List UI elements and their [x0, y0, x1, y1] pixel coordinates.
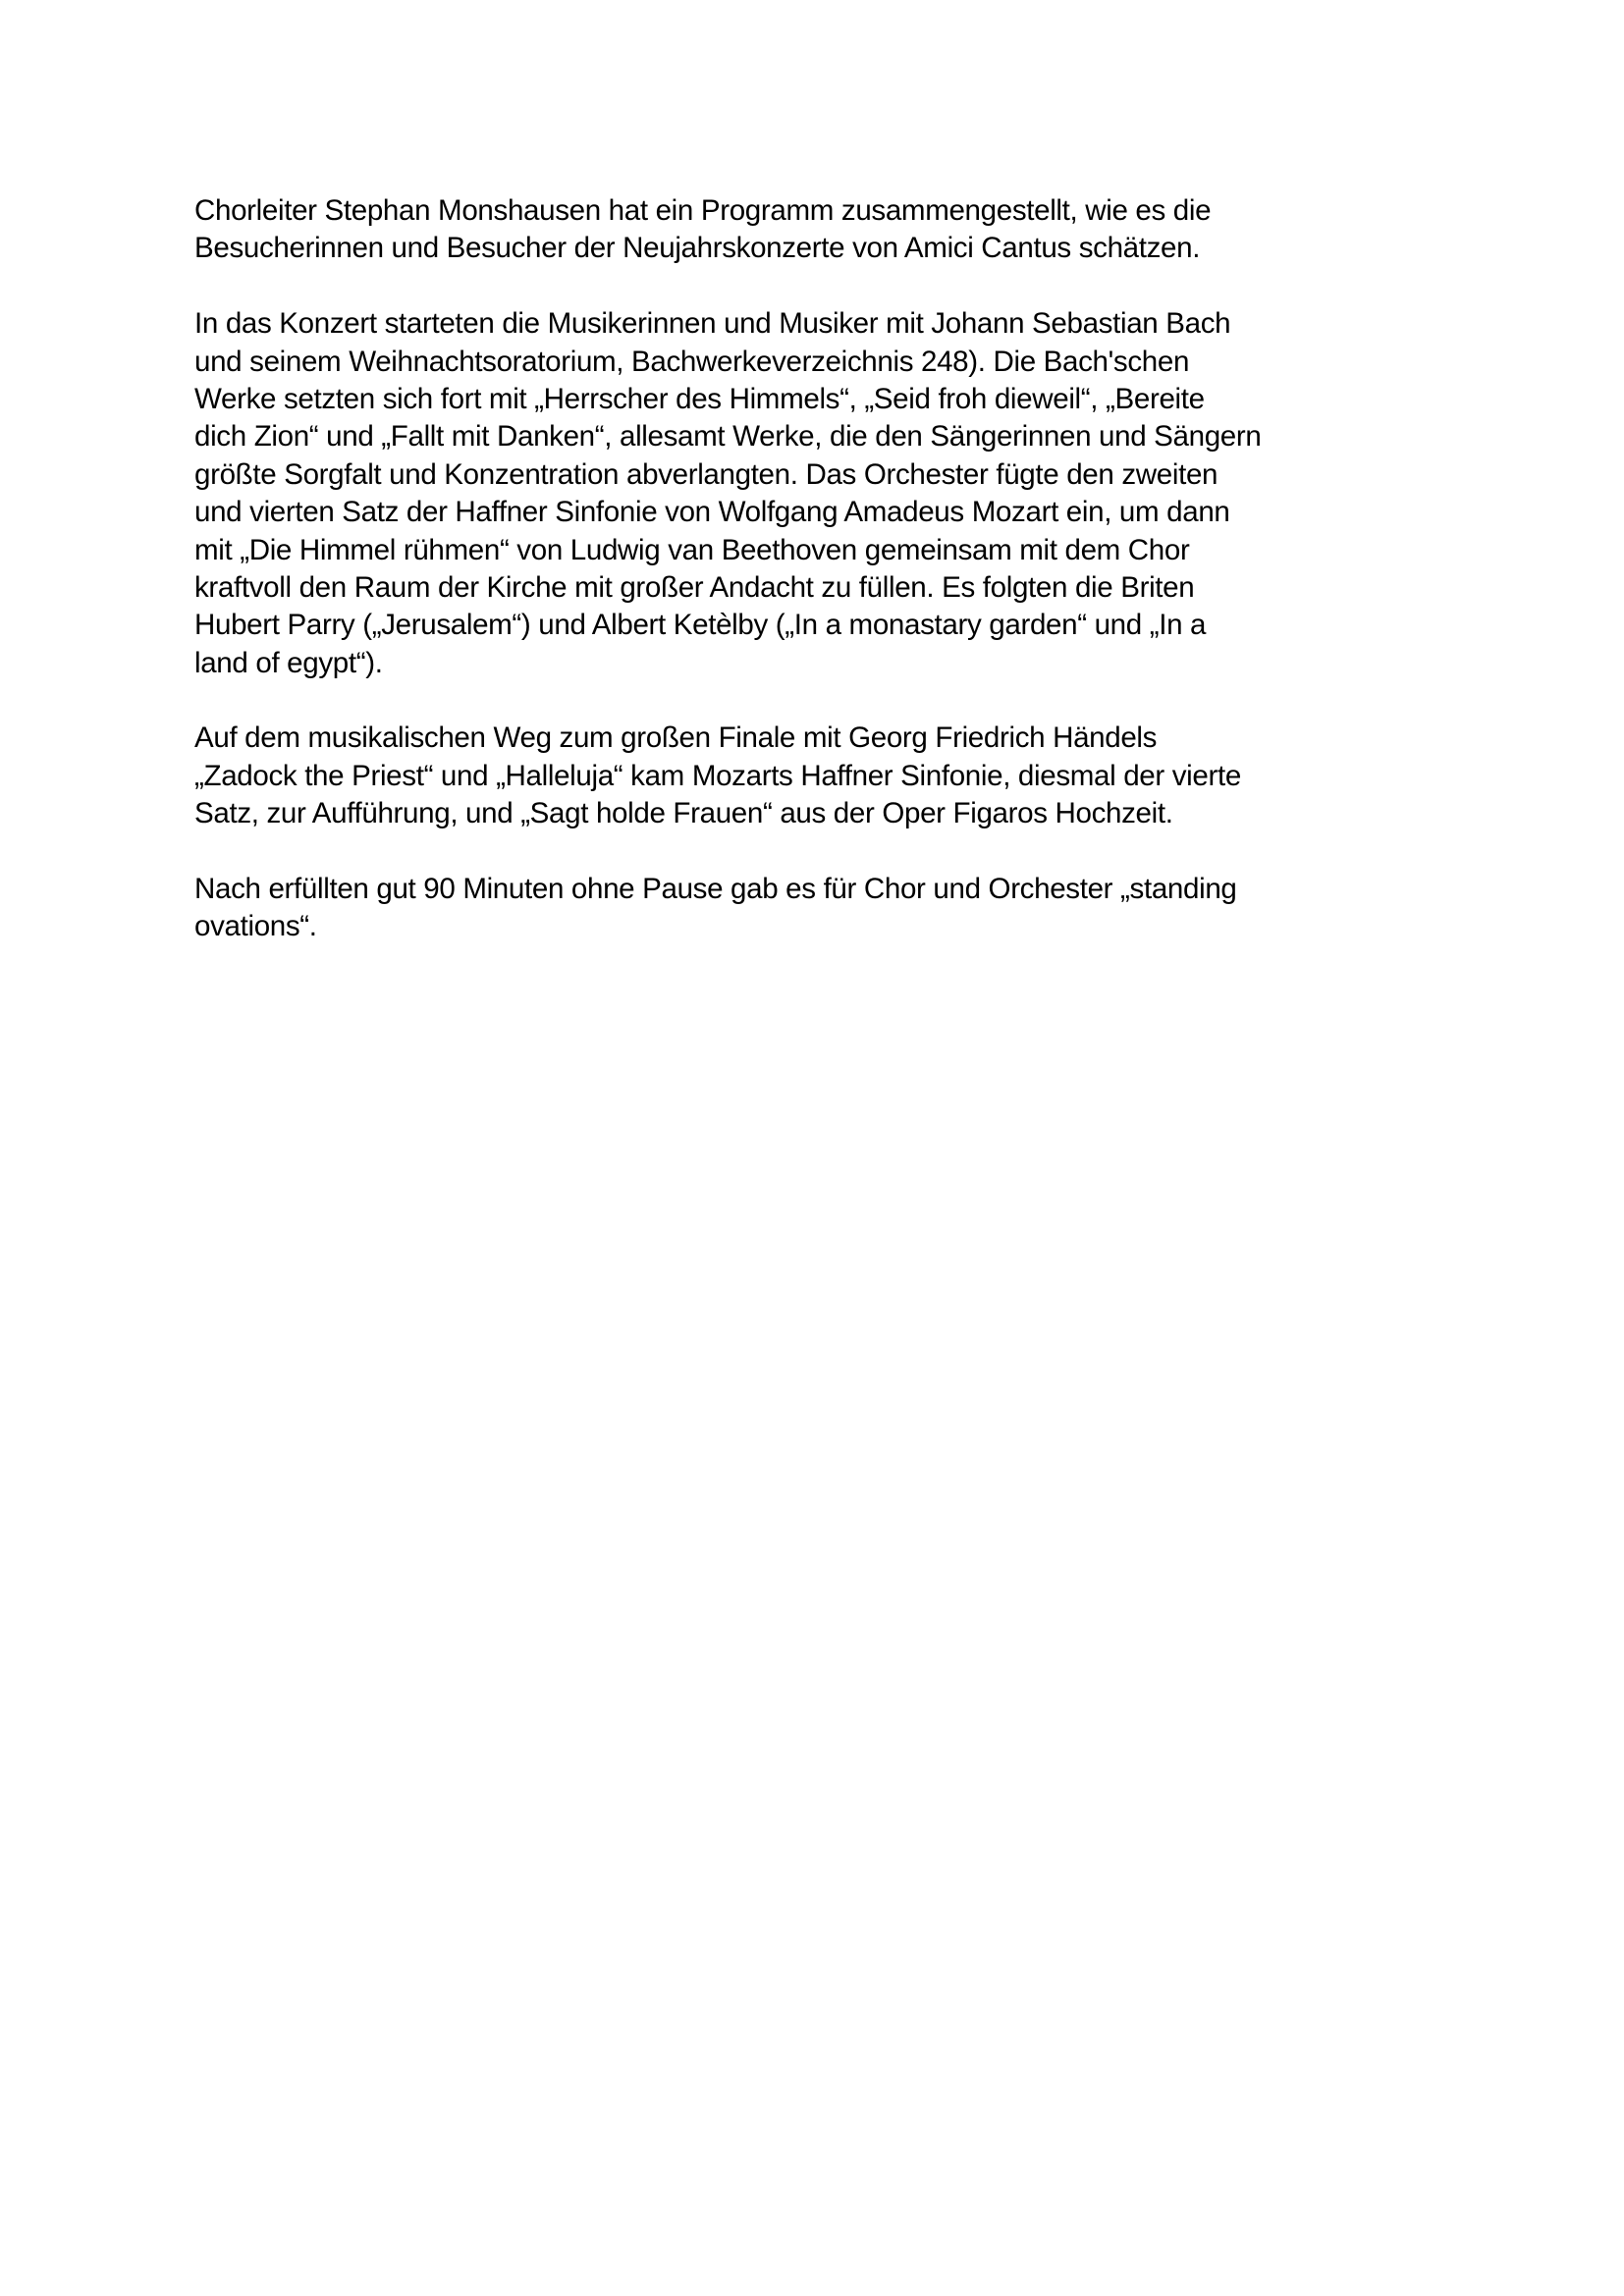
text-line: „Zadock the Priest“ und „Halleluja“ kam Mozarts Haffner Sinfonie, diesmal der vierte — [194, 759, 1241, 792]
text-line: ovations“. — [194, 910, 317, 943]
text-line: Hubert Parry („Jerusalem“) und Albert Ketèlby („In a monastary garden“ und „In a — [194, 609, 1207, 642]
text-line: mit „Die Himmel rühmen“ von Ludwig van Beethoven gemeinsam mit dem Chor — [194, 533, 1190, 566]
text-line: Nach erfüllten gut 90 Minuten ohne Pause gab es für Chor und Orchester „standing — [194, 873, 1237, 906]
text-line: dich Zion“ und „Fallt mit Danken“, allesamt Werke, die den Sängerinnen und Sängern — [194, 420, 1262, 454]
paragraph-finale — [194, 720, 1452, 832]
text-line: kraftvoll den Raum der Kirche mit großer Andacht zu füllen. Es folgten die Briten — [194, 570, 1195, 604]
text-line: Chorleiter Stephan Monshausen hat ein Programm zusammengestellt, wie es die — [194, 194, 1212, 227]
paragraph-program — [194, 305, 1452, 682]
text-line: und vierten Satz der Haffner Sinfonie von Wolfgang Amadeus Mozart ein, um dann — [194, 496, 1230, 529]
text-line: Besucherinnen und Besucher der Neujahrskonzerte von Amici Cantus schätzen. — [194, 232, 1201, 265]
text-line: Satz, zur Aufführung, und „Sagt holde Frauen“ aus der Oper Figaros Hochzeit. — [194, 797, 1173, 830]
text-line: größte Sorgfalt und Konzentration abverlangten. Das Orchester fügte den zweiten — [194, 457, 1218, 491]
text-line: Werke setzten sich fort mit „Herrscher des Himmels“, „Seid froh dieweil“, „Bereite — [194, 382, 1205, 415]
text-line: und seinem Weihnachtsoratorium, Bachwerkeverzeichnis 248). Die Bach'schen — [194, 345, 1190, 378]
text-line: land of egypt“). — [194, 646, 383, 679]
document-body — [194, 192, 1452, 984]
text-line: Auf dem musikalischen Weg zum großen Finale mit Georg Friedrich Händels — [194, 721, 1158, 755]
paragraph-closing — [194, 871, 1452, 946]
text-line: In das Konzert starteten die Musikerinnen und Musiker mit Johann Sebastian Bach — [194, 307, 1231, 341]
paragraph-intro — [194, 192, 1452, 268]
